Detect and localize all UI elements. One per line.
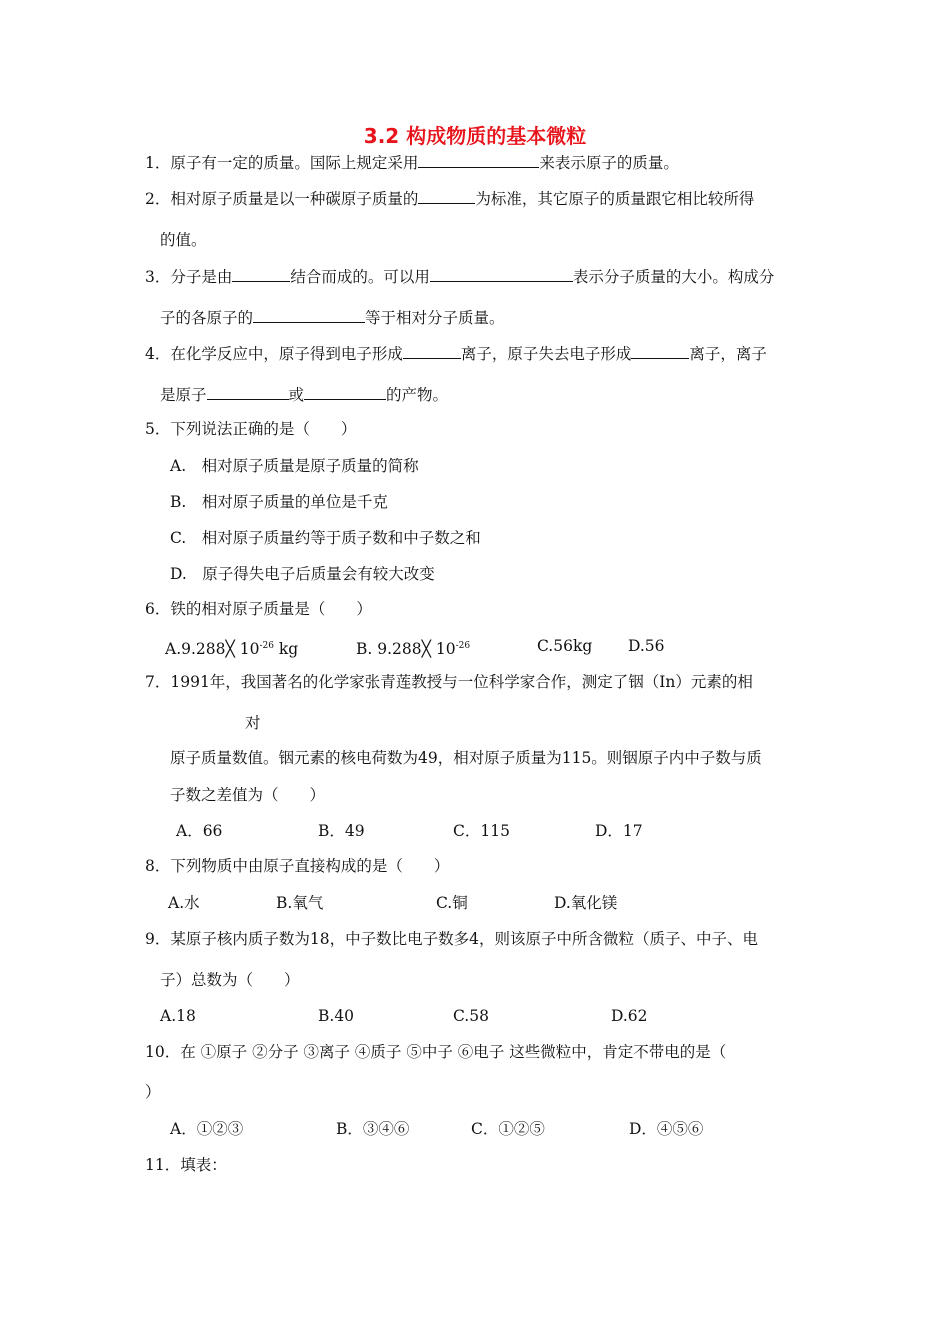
- question-10-option-d[interactable]: D．④⑤⑥: [629, 1120, 704, 1138]
- question-3: [145, 266, 774, 287]
- question-10-stem: 10．在 ①原子 ②分子 ③离子 ④质子 ⑤中子 ⑥电子 这些微粒中，肯定不带电的是（: [145, 1043, 727, 1061]
- question-8-stem: 8．下列物质中由原子直接构成的是（ ）: [145, 857, 450, 875]
- question-4: [145, 343, 767, 364]
- question-4-blank-4[interactable]: [304, 384, 386, 400]
- question-2-text-a: 2．相对原子质量是以一种碳原子质量的: [145, 190, 419, 208]
- question-2-cont: 的值。: [160, 231, 207, 249]
- question-4-text-c: 离子，离子: [689, 345, 767, 363]
- question-10-option-b[interactable]: B．③④⑥: [336, 1120, 410, 1138]
- question-3-text-e: 等于相对分子质量。: [365, 309, 505, 327]
- question-7-cont-1: 对: [245, 714, 261, 732]
- question-6-option-c[interactable]: C.56kg: [537, 637, 593, 655]
- question-4-text-f: 的产物。: [386, 386, 449, 404]
- question-9-stem: 9．某原子核内质子数为18，中子数比电子数多4，则该原子中所含微粒（质子、中子、电: [145, 930, 758, 948]
- question-8-option-d[interactable]: D.氧化镁: [554, 894, 618, 912]
- question-6-stem: 6．铁的相对原子质量是（ ）: [145, 600, 372, 618]
- question-1-text-b: 来表示原子的质量。: [539, 154, 679, 172]
- question-3-blank-2[interactable]: [430, 266, 573, 282]
- question-5-option-c[interactable]: C. 相对原子质量约等于质子数和中子数之和: [170, 529, 481, 547]
- question-9-cont: 子）总数为（ ）: [160, 971, 300, 989]
- question-1-blank[interactable]: [418, 152, 539, 168]
- question-6-option-a-base: A.9.288╳ 10: [165, 640, 260, 658]
- question-4-blank-3[interactable]: [207, 384, 289, 400]
- question-5-stem: 5．下列说法正确的是（ ）: [145, 420, 357, 438]
- question-6-option-b-base: B. 9.288╳ 10: [356, 640, 456, 658]
- question-4-cont: [160, 384, 448, 405]
- question-8-option-a[interactable]: A.水: [168, 894, 200, 912]
- question-9-option-b[interactable]: B.40: [318, 1007, 355, 1025]
- question-1-text-a: 1．原子有一定的质量。国际上规定采用: [145, 154, 419, 172]
- question-7-option-d[interactable]: D．17: [595, 822, 643, 840]
- question-7-cont-2: 原子质量数值。铟元素的核电荷数为49，相对原子质量为115。则铟原子内中子数与质: [170, 749, 762, 767]
- question-1: [145, 152, 679, 173]
- page-title: 3.2 构成物质的基本微粒: [363, 124, 587, 148]
- question-4-text-a: 4．在化学反应中，原子得到电子形成: [145, 345, 403, 363]
- question-10-option-a[interactable]: A．①②③: [170, 1120, 244, 1138]
- question-6-option-b[interactable]: [356, 636, 470, 659]
- question-7-option-b[interactable]: B．49: [318, 822, 365, 840]
- question-8-option-b[interactable]: B.氧气: [276, 894, 324, 912]
- question-7-cont-3: 子数之差值为（ ）: [170, 786, 326, 804]
- question-3-cont: [160, 307, 505, 328]
- question-7-option-a[interactable]: A．66: [176, 822, 223, 840]
- question-3-blank-1[interactable]: [232, 266, 290, 282]
- question-3-text-a: 3．分子是由: [145, 268, 233, 286]
- question-4-blank-1[interactable]: [403, 343, 461, 359]
- question-3-text-c: 表示分子质量的大小。构成分: [572, 268, 775, 286]
- question-2-text-b: 为标准，其它原子的质量跟它相比较所得: [475, 190, 755, 208]
- question-6-option-a-unit: kg: [273, 640, 299, 658]
- question-10-cont: ）: [145, 1083, 161, 1101]
- question-3-text-d: 子的各原子的: [160, 309, 254, 327]
- question-3-text-b: 结合而成的。可以用: [290, 268, 430, 286]
- question-6-option-b-exponent: -26: [455, 641, 471, 651]
- question-6-option-a-exponent: -26: [259, 641, 274, 651]
- question-3-blank-3[interactable]: [253, 307, 365, 323]
- question-9-option-d[interactable]: D.62: [611, 1007, 648, 1025]
- question-6-option-a[interactable]: [165, 636, 298, 659]
- question-4-text-e: 或: [288, 386, 305, 404]
- question-10-option-c[interactable]: C．①②⑤: [471, 1120, 545, 1138]
- question-4-text-d: 是原子: [160, 386, 207, 404]
- question-9-option-c[interactable]: C.58: [453, 1007, 489, 1025]
- question-5-option-a[interactable]: A. 相对原子质量是原子质量的简称: [170, 457, 419, 475]
- question-2: [145, 188, 754, 209]
- question-4-text-b: 离子，原子失去电子形成: [460, 345, 632, 363]
- question-2-blank[interactable]: [418, 188, 475, 204]
- question-4-blank-2[interactable]: [631, 343, 689, 359]
- question-8-option-c[interactable]: C.铜: [436, 894, 468, 912]
- question-5-option-d[interactable]: D. 原子得失电子后质量会有较大改变: [170, 565, 435, 583]
- question-6-option-d[interactable]: D.56: [628, 637, 665, 655]
- question-5-option-b[interactable]: B. 相对原子质量的单位是千克: [170, 493, 388, 511]
- question-7-option-c[interactable]: C．115: [453, 822, 510, 840]
- question-7-stem: 7．1991年，我国著名的化学家张青莲教授与一位科学家合作，测定了铟（In）元素的相: [145, 673, 753, 691]
- question-11-stem: 11．填表：: [145, 1156, 227, 1174]
- question-9-option-a[interactable]: A.18: [160, 1007, 196, 1025]
